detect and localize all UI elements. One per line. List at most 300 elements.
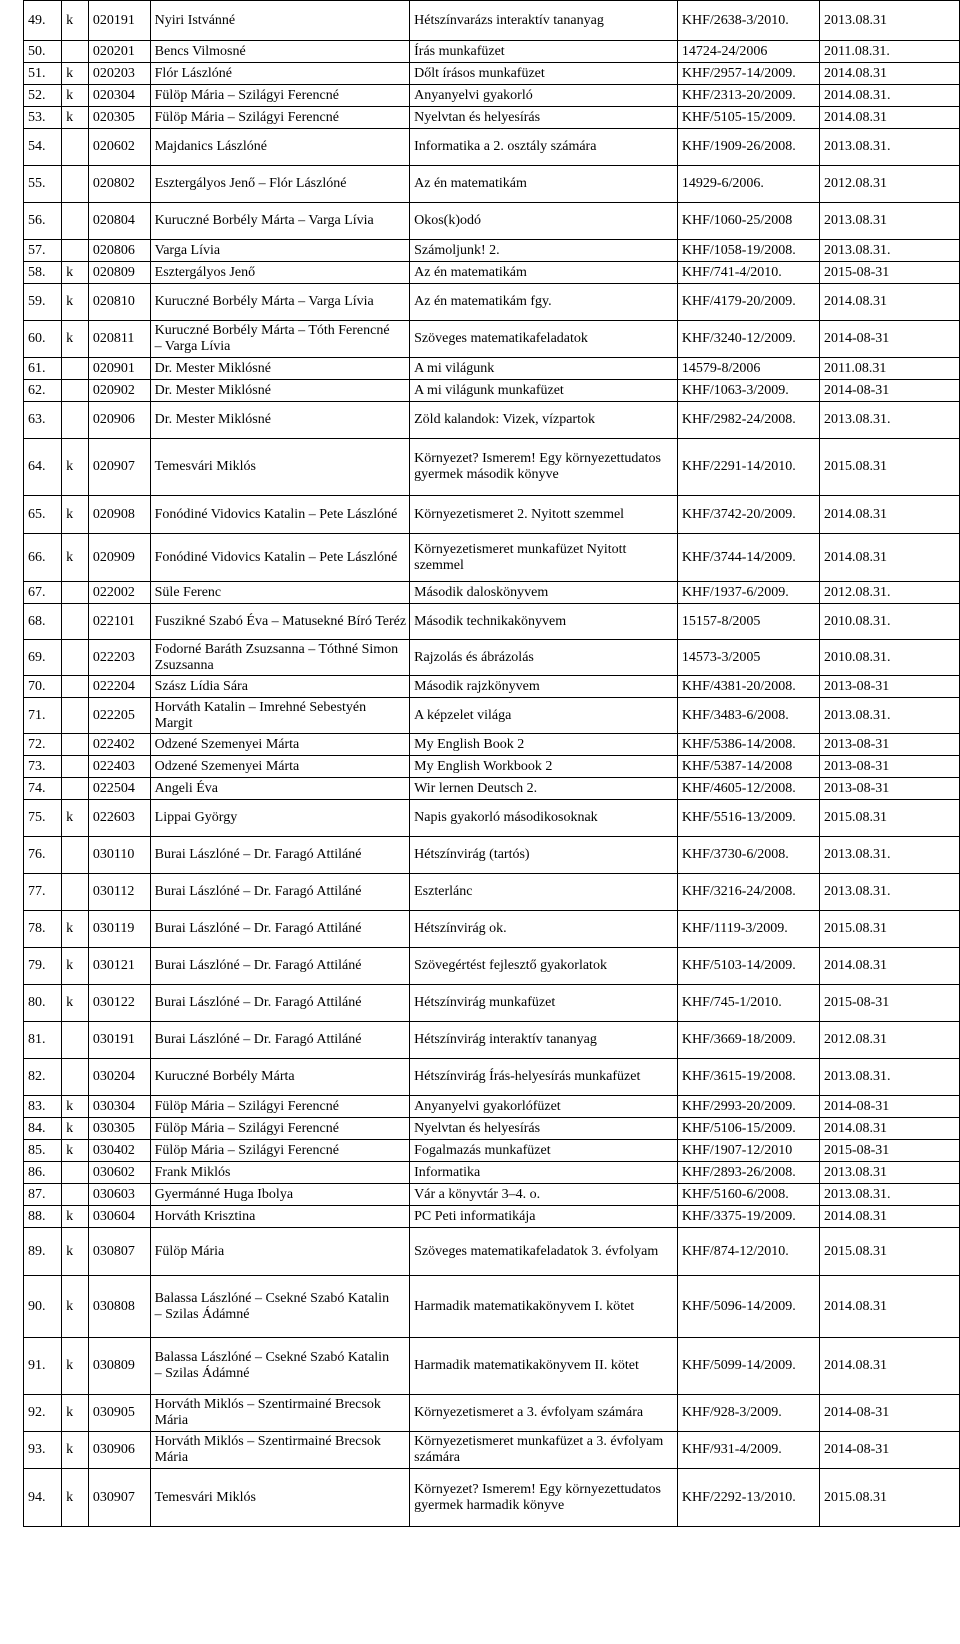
row-k-marker: k: [62, 262, 89, 284]
row-number: 68.: [24, 604, 62, 640]
row-title: Fogalmazás munkafüzet: [410, 1140, 678, 1162]
row-number: 51.: [24, 63, 62, 85]
row-title: Környezet? Ismerem! Egy környezettudatos gyermek második könyve: [410, 439, 678, 496]
row-code: 020602: [88, 129, 150, 166]
row-number: 53.: [24, 107, 62, 129]
row-title: Írás munkafüzet: [410, 41, 678, 63]
row-author-line: Fülöp Mária – Szilágyi Ferencné: [154, 109, 339, 125]
table-row: [24, 1, 960, 41]
row-number: 66.: [24, 534, 62, 582]
row-title: Hétszínvirág Írás-helyesírás munkafüzet: [410, 1059, 678, 1096]
row-k-marker: k: [62, 284, 89, 321]
table-row: [24, 800, 960, 837]
row-number: 84.: [24, 1118, 62, 1140]
row-expiry-date: 2013.08.31.: [819, 1184, 959, 1206]
row-approval-id: KHF/2893-26/2008.: [677, 1162, 819, 1184]
row-approval-id: KHF/928-3/2009.: [677, 1395, 819, 1432]
row-author: [150, 734, 409, 756]
row-title: Számoljunk! 2.: [410, 240, 678, 262]
row-author-line: Odzené Szemenyei Márta: [154, 758, 300, 774]
row-approval-id: KHF/3669-18/2009.: [677, 1022, 819, 1059]
table-row: [24, 402, 960, 439]
row-title: Anyanyelvi gyakorlófüzet: [410, 1096, 678, 1118]
table-row: [24, 203, 960, 240]
row-number: 81.: [24, 1022, 62, 1059]
table-row: [24, 1206, 960, 1228]
table-row: [24, 756, 960, 778]
table-row: [24, 1184, 960, 1206]
row-number: 90.: [24, 1276, 62, 1338]
row-code: 022204: [88, 676, 150, 698]
table-row: [24, 166, 960, 203]
row-number: 71.: [24, 698, 62, 734]
row-author: [150, 380, 409, 402]
row-author-line: Flór Lászlóné: [154, 65, 233, 81]
row-k-marker: [62, 734, 89, 756]
table-row: [24, 439, 960, 496]
table-row: [24, 604, 960, 640]
row-number: 75.: [24, 800, 62, 837]
row-code: 030906: [88, 1432, 150, 1469]
table-row: [24, 1162, 960, 1184]
row-expiry-date: 2012.08.31.: [819, 582, 959, 604]
table-row: [24, 837, 960, 874]
row-number: 60.: [24, 321, 62, 358]
book-list-table: [23, 0, 960, 1527]
row-approval-id: KHF/5387-14/2008: [677, 756, 819, 778]
table-row: [24, 534, 960, 582]
row-title: Hétszínvirág ok.: [410, 911, 678, 948]
row-number: 72.: [24, 734, 62, 756]
row-code: 020191: [88, 1, 150, 41]
row-expiry-date: 2013.08.31: [819, 1162, 959, 1184]
row-expiry-date: 2014.08.31: [819, 534, 959, 582]
row-k-marker: [62, 604, 89, 640]
row-author: [150, 640, 409, 676]
row-expiry-date: 2014-08-31: [819, 321, 959, 358]
row-author-line: Fonódiné Vidovics Katalin – Pete Lászlóné: [154, 549, 398, 565]
table-row: [24, 262, 960, 284]
row-author-line: Burai Lászlóné – Dr. Faragó Attiláné: [154, 847, 362, 862]
row-author-line: Odzené Szemenyei Márta: [154, 736, 300, 752]
row-code: 030110: [88, 837, 150, 874]
row-code: 030602: [88, 1162, 150, 1184]
row-approval-id: KHF/2291-14/2010.: [677, 439, 819, 496]
row-k-marker: [62, 166, 89, 203]
row-title: Informatika: [410, 1162, 678, 1184]
table-row: [24, 985, 960, 1022]
row-title: Hétszínvirág munkafüzet: [410, 985, 678, 1022]
row-expiry-date: 2015.08.31: [819, 439, 959, 496]
row-k-marker: k: [62, 948, 89, 985]
row-author-line: Dr. Mester Miklósné: [154, 382, 271, 398]
row-expiry-date: 2013.08.31.: [819, 129, 959, 166]
row-author: [150, 240, 409, 262]
row-author-line: Szász Lídia Sára: [154, 678, 248, 694]
row-k-marker: [62, 698, 89, 734]
row-expiry-date: 2014.08.31: [819, 1276, 959, 1338]
row-author: [150, 1228, 409, 1276]
row-k-marker: k: [62, 1140, 89, 1162]
row-expiry-date: 2014-08-31: [819, 1395, 959, 1432]
row-approval-id: 14579-8/2006: [677, 358, 819, 380]
row-code: 030907: [88, 1469, 150, 1527]
row-author-line: Horváth Katalin – Imrehné Sebestyén Margit: [154, 699, 367, 731]
row-author: [150, 1, 409, 41]
row-number: 94.: [24, 1469, 62, 1527]
row-approval-id: KHF/3742-20/2009.: [677, 496, 819, 534]
table-row: [24, 1395, 960, 1432]
row-author-line: Fonódiné Vidovics Katalin – Pete Lászlóné: [154, 506, 398, 522]
row-title: Hétszínvarázs interaktív tananyag: [410, 1, 678, 41]
row-expiry-date: 2011.08.31: [819, 358, 959, 380]
row-title: Az én matematikám fgy.: [410, 284, 678, 321]
row-k-marker: k: [62, 1118, 89, 1140]
row-k-marker: k: [62, 321, 89, 358]
row-approval-id: KHF/5105-15/2009.: [677, 107, 819, 129]
row-number: 93.: [24, 1432, 62, 1469]
row-author-line: Burai Lászlóné – Dr. Faragó Attiláné: [154, 995, 362, 1010]
row-code: 030121: [88, 948, 150, 985]
row-title: Környezetismeret munkafüzet a 3. évfolyam számára: [410, 1432, 678, 1469]
row-code: 020802: [88, 166, 150, 203]
row-number: 78.: [24, 911, 62, 948]
row-approval-id: KHF/2982-24/2008.: [677, 402, 819, 439]
row-title: Vár a könyvtár 3–4. o.: [410, 1184, 678, 1206]
row-approval-id: 14573-3/2005: [677, 640, 819, 676]
table-row: [24, 321, 960, 358]
row-author-line: Fuszikné Szabó Éva – Matusekné Bíró Teréz: [154, 613, 407, 629]
row-expiry-date: 2014.08.31: [819, 284, 959, 321]
row-title: Informatika a 2. osztály számára: [410, 129, 678, 166]
row-author-line: – Szilas Ádámné: [154, 1306, 250, 1322]
row-author-line: Horváth Miklós – Szentirmainé Brecsok Mária: [154, 1434, 381, 1465]
row-approval-id: KHF/5099-14/2009.: [677, 1338, 819, 1395]
row-author: [150, 800, 409, 837]
row-expiry-date: 2014.08.31: [819, 496, 959, 534]
table-row: [24, 129, 960, 166]
row-number: 64.: [24, 439, 62, 496]
row-approval-id: KHF/1119-3/2009.: [677, 911, 819, 948]
table-row: [24, 1432, 960, 1469]
row-author: [150, 496, 409, 534]
table-row: [24, 41, 960, 63]
row-title: A képzelet világa: [410, 698, 678, 734]
row-code: 030122: [88, 985, 150, 1022]
row-approval-id: KHF/931-4/2009.: [677, 1432, 819, 1469]
row-author-line: Fülöp Mária – Szilágyi Ferencné: [154, 1142, 339, 1158]
row-k-marker: [62, 402, 89, 439]
row-approval-id: 14724-24/2006: [677, 41, 819, 63]
row-code: 030112: [88, 874, 150, 911]
row-number: 52.: [24, 85, 62, 107]
row-k-marker: k: [62, 1432, 89, 1469]
row-author-line: Gyermánné Huga Ibolya: [154, 1186, 294, 1202]
table-row: [24, 496, 960, 534]
row-code: 030119: [88, 911, 150, 948]
row-code: 022402: [88, 734, 150, 756]
row-k-marker: k: [62, 1228, 89, 1276]
row-expiry-date: 2014-08-31: [819, 380, 959, 402]
row-expiry-date: 2014.08.31: [819, 1118, 959, 1140]
row-expiry-date: 2014.08.31: [819, 107, 959, 129]
row-number: 67.: [24, 582, 62, 604]
table-row: [24, 734, 960, 756]
row-author: [150, 63, 409, 85]
row-author-line: Temesvári Miklós: [154, 459, 256, 474]
row-expiry-date: 2013.08.31.: [819, 874, 959, 911]
row-expiry-date: 2014.08.31: [819, 1206, 959, 1228]
row-number: 92.: [24, 1395, 62, 1432]
row-number: 85.: [24, 1140, 62, 1162]
row-title: Szöveges matematikafeladatok 3. évfolyam: [410, 1228, 678, 1276]
row-author: [150, 985, 409, 1022]
row-approval-id: KHF/1937-6/2009.: [677, 582, 819, 604]
table-row: [24, 1469, 960, 1527]
row-title: My English Book 2: [410, 734, 678, 756]
row-author: [150, 604, 409, 640]
row-author: [150, 41, 409, 63]
row-title: A mi világunk munkafüzet: [410, 380, 678, 402]
row-code: 022203: [88, 640, 150, 676]
row-expiry-date: 2014.08.31.: [819, 85, 959, 107]
row-author: [150, 534, 409, 582]
row-code: 020305: [88, 107, 150, 129]
table-row: [24, 1022, 960, 1059]
book-list-body: [24, 1, 960, 1527]
row-approval-id: KHF/1058-19/2008.: [677, 240, 819, 262]
row-code: 030204: [88, 1059, 150, 1096]
row-title: Szöveges matematikafeladatok: [410, 321, 678, 358]
row-expiry-date: 2013.08.31: [819, 1, 959, 41]
row-k-marker: k: [62, 1276, 89, 1338]
row-title: Napis gyakorló másodikosoknak: [410, 800, 678, 837]
row-number: 54.: [24, 129, 62, 166]
row-title: Az én matematikám: [410, 262, 678, 284]
row-author: [150, 1059, 409, 1096]
row-code: 020902: [88, 380, 150, 402]
row-approval-id: KHF/2292-13/2010.: [677, 1469, 819, 1527]
row-k-marker: [62, 1022, 89, 1059]
row-approval-id: KHF/2313-20/2009.: [677, 85, 819, 107]
row-approval-id: KHF/5103-14/2009.: [677, 948, 819, 985]
row-author-line: Fodorné Baráth Zsuzsanna – Tóthné Simon Zsuzsanna: [154, 641, 399, 673]
row-code: 030809: [88, 1338, 150, 1395]
row-k-marker: [62, 129, 89, 166]
row-approval-id: KHF/2957-14/2009.: [677, 63, 819, 85]
row-expiry-date: 2012.08.31: [819, 166, 959, 203]
row-number: 56.: [24, 203, 62, 240]
row-author: [150, 1469, 409, 1527]
row-k-marker: k: [62, 85, 89, 107]
table-row: [24, 948, 960, 985]
row-author-line: Balassa Lászlóné – Csekné Szabó Katalin: [154, 1350, 390, 1365]
row-number: 69.: [24, 640, 62, 676]
row-approval-id: KHF/874-12/2010.: [677, 1228, 819, 1276]
row-title: Szövegértést fejlesztő gyakorlatok: [410, 948, 678, 985]
row-k-marker: [62, 837, 89, 874]
row-author: [150, 1184, 409, 1206]
row-title: Wir lernen Deutsch 2.: [410, 778, 678, 800]
table-row: [24, 380, 960, 402]
row-k-marker: k: [62, 439, 89, 496]
table-row: [24, 107, 960, 129]
row-k-marker: [62, 41, 89, 63]
row-author-line: Fülöp Mária – Szilágyi Ferencné: [154, 1120, 339, 1136]
row-number: 79.: [24, 948, 62, 985]
row-expiry-date: 2014-08-31: [819, 1096, 959, 1118]
row-approval-id: KHF/3730-6/2008.: [677, 837, 819, 874]
row-approval-id: KHF/4381-20/2008.: [677, 676, 819, 698]
row-author-line: Balassa Lászlóné – Csekné Szabó Katalin: [154, 1290, 390, 1306]
row-author: [150, 262, 409, 284]
row-author-line: Varga Lívia: [154, 242, 221, 258]
row-number: 63.: [24, 402, 62, 439]
row-approval-id: KHF/5096-14/2009.: [677, 1276, 819, 1338]
row-author-line: – Varga Lívia: [154, 339, 231, 354]
row-author: [150, 911, 409, 948]
table-row: [24, 240, 960, 262]
row-author: [150, 402, 409, 439]
row-author: [150, 1432, 409, 1469]
row-code: 020907: [88, 439, 150, 496]
table-row: [24, 698, 960, 734]
row-expiry-date: 2013.08.31.: [819, 240, 959, 262]
row-number: 58.: [24, 262, 62, 284]
row-author: [150, 321, 409, 358]
row-expiry-date: 2014-08-31: [819, 1432, 959, 1469]
row-number: 65.: [24, 496, 62, 534]
row-title: Második rajzkönyvem: [410, 676, 678, 698]
row-code: 030305: [88, 1118, 150, 1140]
row-author-line: – Szilas Ádámné: [154, 1366, 250, 1381]
row-number: 50.: [24, 41, 62, 63]
row-k-marker: [62, 358, 89, 380]
row-approval-id: KHF/3375-19/2009.: [677, 1206, 819, 1228]
row-number: 83.: [24, 1096, 62, 1118]
row-approval-id: 14929-6/2006.: [677, 166, 819, 203]
table-row: [24, 1059, 960, 1096]
row-expiry-date: 2013.08.31: [819, 203, 959, 240]
row-title: My English Workbook 2: [410, 756, 678, 778]
row-code: 030807: [88, 1228, 150, 1276]
row-title: Anyanyelvi gyakorló: [410, 85, 678, 107]
row-author-line: Temesvári Miklós: [154, 1489, 256, 1505]
row-title: Nyelvtan és helyesírás: [410, 1118, 678, 1140]
row-author: [150, 778, 409, 800]
row-k-marker: k: [62, 1469, 89, 1527]
row-code: 022504: [88, 778, 150, 800]
row-approval-id: KHF/3744-14/2009.: [677, 534, 819, 582]
row-number: 55.: [24, 166, 62, 203]
row-k-marker: [62, 1184, 89, 1206]
row-k-marker: [62, 874, 89, 911]
row-approval-id: KHF/741-4/2010.: [677, 262, 819, 284]
row-approval-id: KHF/3615-19/2008.: [677, 1059, 819, 1096]
row-expiry-date: 2013-08-31: [819, 778, 959, 800]
row-author: [150, 874, 409, 911]
row-expiry-date: 2013-08-31: [819, 756, 959, 778]
row-approval-id: KHF/1907-12/2010: [677, 1140, 819, 1162]
row-author: [150, 439, 409, 496]
row-author-line: Kuruczné Borbély Márta – Tóth Ferencné: [154, 323, 390, 338]
row-title: Zöld kalandok: Vizek, vízpartok: [410, 402, 678, 439]
row-k-marker: k: [62, 911, 89, 948]
row-expiry-date: 2013.08.31.: [819, 402, 959, 439]
row-code: 020908: [88, 496, 150, 534]
row-code: 022101: [88, 604, 150, 640]
row-number: 91.: [24, 1338, 62, 1395]
row-k-marker: [62, 240, 89, 262]
row-expiry-date: 2014.08.31: [819, 948, 959, 985]
row-code: 020806: [88, 240, 150, 262]
row-author-line: Burai Lászlóné – Dr. Faragó Attiláné: [154, 1032, 362, 1047]
row-title: Hétszínvirág (tartós): [410, 837, 678, 874]
table-row: [24, 640, 960, 676]
row-author: [150, 203, 409, 240]
row-author: [150, 1022, 409, 1059]
row-k-marker: k: [62, 1206, 89, 1228]
row-code: 020909: [88, 534, 150, 582]
row-author-line: Nyiri Istvánné: [154, 12, 236, 28]
table-row: [24, 1338, 960, 1395]
row-title: Okos(k)odó: [410, 203, 678, 240]
row-author: [150, 358, 409, 380]
row-title: Harmadik matematikakönyvem II. kötet: [410, 1338, 678, 1395]
row-expiry-date: 2015.08.31: [819, 1469, 959, 1527]
row-author-line: Fülöp Mária – Szilágyi Ferencné: [154, 87, 339, 103]
row-author-line: Horváth Krisztina: [154, 1208, 256, 1224]
row-number: 77.: [24, 874, 62, 911]
row-author-line: Fülöp Mária – Szilágyi Ferencné: [154, 1098, 339, 1114]
row-k-marker: [62, 756, 89, 778]
row-author-line: Angeli Éva: [154, 780, 219, 796]
row-expiry-date: 2011.08.31.: [819, 41, 959, 63]
row-code: 022603: [88, 800, 150, 837]
row-author-line: Lippai György: [154, 810, 238, 825]
row-author: [150, 676, 409, 698]
row-author-line: Frank Miklós: [154, 1164, 231, 1180]
row-title: Eszterlánc: [410, 874, 678, 911]
row-author: [150, 284, 409, 321]
row-title: Környezetismeret 2. Nyitott szemmel: [410, 496, 678, 534]
row-k-marker: k: [62, 1395, 89, 1432]
row-code: 030603: [88, 1184, 150, 1206]
row-number: 76.: [24, 837, 62, 874]
row-code: 030905: [88, 1395, 150, 1432]
row-title: Környezet? Ismerem! Egy környezettudatos gyermek harmadik könyve: [410, 1469, 678, 1527]
row-approval-id: KHF/5516-13/2009.: [677, 800, 819, 837]
row-title: Rajzolás és ábrázolás: [410, 640, 678, 676]
row-author-line: Kuruczné Borbély Márta: [154, 1069, 295, 1084]
row-expiry-date: 2015-08-31: [819, 262, 959, 284]
row-expiry-date: 2010.08.31.: [819, 604, 959, 640]
row-author: [150, 698, 409, 734]
row-author: [150, 1338, 409, 1395]
row-author: [150, 1162, 409, 1184]
row-title: Nyelvtan és helyesírás: [410, 107, 678, 129]
row-title: Harmadik matematikakönyvem I. kötet: [410, 1276, 678, 1338]
row-title: A mi világunk: [410, 358, 678, 380]
row-approval-id: KHF/3240-12/2009.: [677, 321, 819, 358]
row-number: 89.: [24, 1228, 62, 1276]
row-expiry-date: 2014.08.31: [819, 63, 959, 85]
row-expiry-date: 2015-08-31: [819, 985, 959, 1022]
row-k-marker: k: [62, 985, 89, 1022]
row-number: 61.: [24, 358, 62, 380]
row-expiry-date: 2013.08.31.: [819, 698, 959, 734]
row-expiry-date: 2013.08.31.: [819, 837, 959, 874]
